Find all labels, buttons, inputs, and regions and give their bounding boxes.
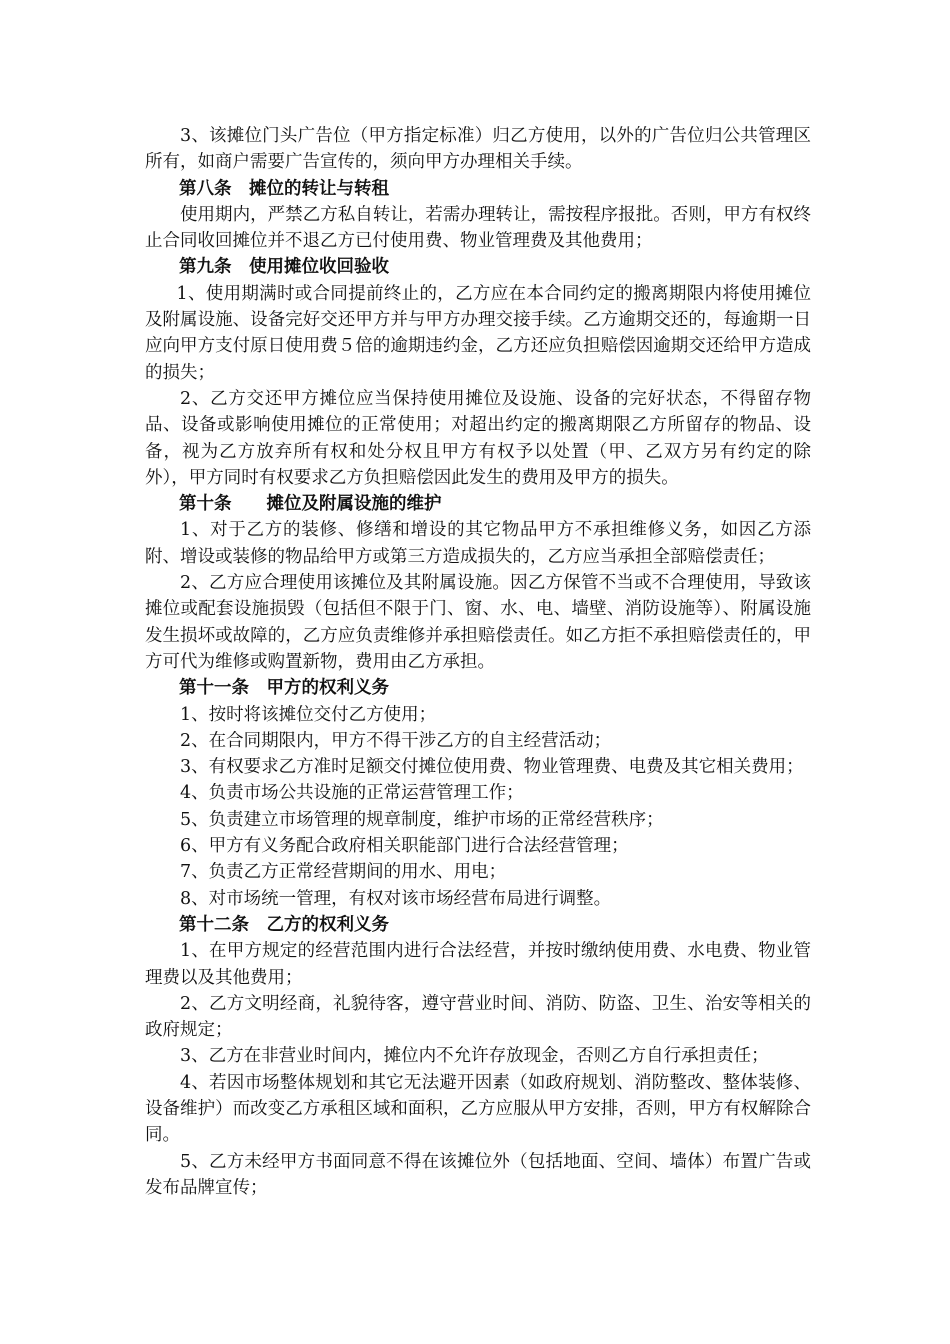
article11-item-8: 8、对市场统一管理，有权对该市场经营布局进行调整。 bbox=[180, 888, 612, 909]
article9-clause1: 1、使用期满时或合同提前终止的，乙方应在本合同约定的搬离期限内将使用摊位及附属设施、设备完好交还甲方并与甲方办理交接手续。乙方逾期交还的，每逾期一日应向甲方支付原日使用费５倍的逾期违约金，乙方还应负担赔偿因逾期交还给甲方造成的损失； bbox=[145, 283, 811, 383]
article12-item-4: 4、若因市场整体规划和其它无法避开因素（如政府规划、消防整改、整体装修、设备维护）而改变乙方承租区域和面积，乙方应服从甲方安排，否则，甲方有权解除合同。 bbox=[145, 1072, 811, 1146]
article9-clause2: 2、乙方交还甲方摊位应当保持使用摊位及设施、设备的完好状态，不得留存物品、设备或影响使用摊位的正常使用；对超出约定的搬离期限乙方所留存的物品、设备，视为乙方放弃所有权和处分权且甲方有权予以处置（甲、乙双方另有约定的除外），甲方同时有权要求乙方负担赔偿因此发生的费用及甲方的损失。 bbox=[145, 388, 811, 488]
article12-heading: 第十二条 乙方的权利义务 bbox=[179, 914, 389, 935]
article12-item-2: 2、乙方文明经商，礼貌待客，遵守营业时间、消防、防盗、卫生、治安等相关的政府规定； bbox=[145, 993, 811, 1041]
article11-item-3: 3、有权要求乙方准时足额交付摊位使用费、物业管理费、电费及其它相关费用； bbox=[180, 757, 804, 778]
article10-clause1: 1、对于乙方的装修、修缮和增设的其它物品甲方不承担维修义务，如因乙方添附、增设或装修的物品给甲方或第三方造成损失的，乙方应当承担全部赔偿责任； bbox=[145, 520, 811, 567]
article11-item-1: 1、按时将该摊位交付乙方使用； bbox=[180, 704, 437, 725]
article11-item-2: 2、在合同期限内，甲方不得干涉乙方的自主经营活动； bbox=[180, 730, 612, 751]
article11-item-5: 5、负责建立市场管理的规章制度，维护市场的正常经营秩序； bbox=[180, 809, 664, 830]
article8-heading: 第八条 摊位的转让与转租 bbox=[179, 178, 389, 199]
article11-item-7: 7、负责乙方正常经营期间的用水、用电； bbox=[180, 862, 507, 883]
contract-text bbox=[145, 123, 811, 1201]
article11-item-6: 6、甲方有义务配合政府相关职能部门进行合法经营管理； bbox=[180, 836, 629, 857]
article12-item-3: 3、乙方在非营业时间内，摊位内不允许存放现金，否则乙方自行承担责任； bbox=[180, 1046, 769, 1067]
article8-clause: 使用期内，严禁乙方私自转让，若需办理转让，需按程序报批。否则，甲方有权终止合同收回摊位并不退乙方已付使用费、物业管理费及其他费用； bbox=[145, 204, 811, 252]
article9-heading: 第九条 使用摊位收回验收 bbox=[179, 257, 389, 278]
article10-clause2: 2、乙方应合理使用该摊位及其附属设施。因乙方保管不当或不合理使用，导致该摊位或配套设施损毁（包括但不限于门、窗、水、电、墙壁、消防设施等）、附属设施发生损坏或故障的，乙方应负责维修并承担赔偿责任。如乙方拒不承担赔偿责任的，甲方可代为维修或购置新物，费用由乙方承担。 bbox=[145, 573, 811, 672]
article12-item-1: 1、在甲方规定的经营范围内进行合法经营，并按时缴纳使用费、水电费、物业管理费以及其他费用； bbox=[145, 941, 811, 988]
article11-item-4: 4、负责市场公共设施的正常运营管理工作； bbox=[180, 783, 524, 804]
article10-heading: 第十条 摊位及附属设施的维护 bbox=[179, 494, 442, 515]
article7-clause3: 3、该摊位门头广告位（甲方指定标准）归乙方使用，以外的广告位归公共管理区所有，如商户需要广告宣传的，须向甲方办理相关手续。 bbox=[145, 126, 811, 173]
article11-heading: 第十一条 甲方的权利义务 bbox=[179, 678, 389, 699]
article12-item-5: 5、乙方未经甲方书面同意不得在该摊位外（包括地面、空间、墙体）布置广告或发布品牌宣传； bbox=[145, 1151, 811, 1198]
